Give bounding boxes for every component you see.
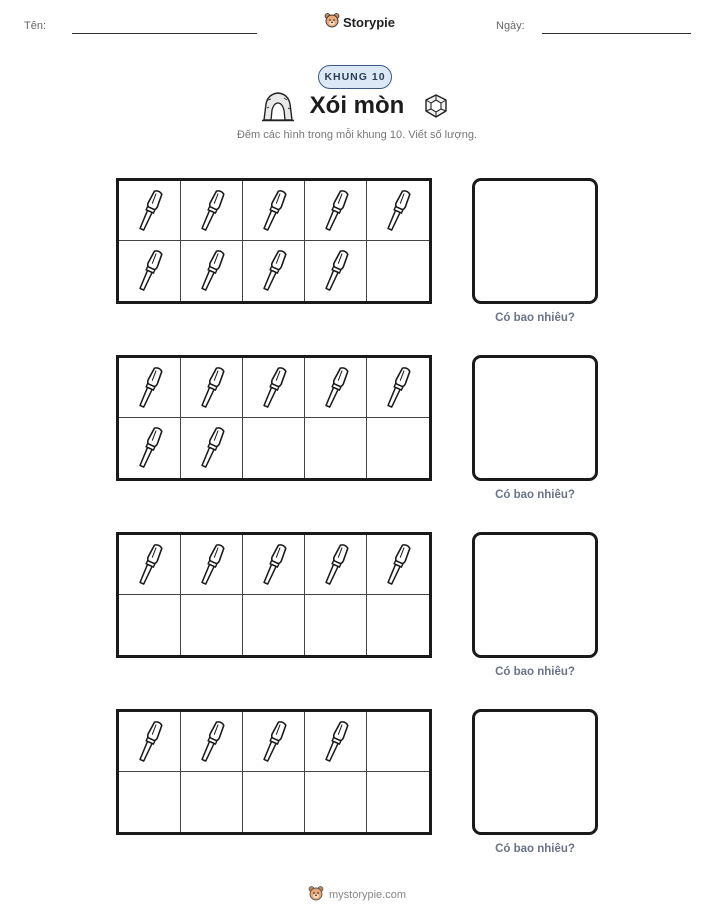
name-line[interactable] [72, 33, 257, 34]
chisel-icon [319, 248, 353, 294]
answer-box[interactable] [472, 709, 598, 835]
ten-frame-cell [243, 535, 305, 595]
footer [0, 885, 714, 904]
ten-frame-cell [119, 181, 181, 241]
ten-frame-cell [119, 358, 181, 418]
ten-frame-cell [243, 712, 305, 772]
ten-frame-cell [119, 595, 181, 655]
chisel-icon [133, 542, 167, 588]
ten-frame-cell [367, 595, 429, 655]
ten-frame-cell [367, 772, 429, 832]
ten-frame [116, 532, 432, 658]
ten-frame-cell [243, 358, 305, 418]
ten-frame-cell [367, 241, 429, 301]
chisel-icon [195, 365, 229, 411]
chisel-icon [133, 365, 167, 411]
instructions: Đếm các hình trong mỗi khung 10. Viết số lượng. [236, 129, 477, 141]
count-question: Có bao nhiêu? [495, 489, 575, 501]
ten-frame-cell [305, 535, 367, 595]
ten-frame-cell [305, 772, 367, 832]
ten-frame-cell [181, 241, 243, 301]
answer-box[interactable] [472, 355, 598, 481]
bear-mascot-icon [324, 12, 340, 33]
ten-frame-cell [119, 712, 181, 772]
gem-icon [423, 93, 449, 124]
ten-frame [116, 178, 432, 304]
count-question: Có bao nhiêu? [495, 843, 575, 855]
chisel-icon [381, 365, 415, 411]
chisel-icon [319, 719, 353, 765]
date-line[interactable] [542, 33, 691, 34]
chisel-icon [257, 365, 291, 411]
ten-frame-cell [119, 418, 181, 478]
ten-frame-cell [243, 181, 305, 241]
ten-frame-cell [181, 358, 243, 418]
ten-frame-cell [119, 241, 181, 301]
ten-frame-cell [305, 595, 367, 655]
chisel-icon [195, 248, 229, 294]
ten-frame-cell [181, 181, 243, 241]
ten-frame-cell [305, 418, 367, 478]
chisel-icon [257, 188, 291, 234]
frame-type-badge: KHUNG 10 [318, 65, 392, 89]
ten-frame-cell [181, 712, 243, 772]
chisel-icon [381, 188, 415, 234]
chisel-icon [195, 425, 229, 471]
answer-box[interactable] [472, 178, 598, 304]
brand-logo [324, 12, 395, 33]
chisel-icon [133, 248, 167, 294]
ten-frame-cell [119, 772, 181, 832]
ten-frame-cell [181, 772, 243, 832]
ten-frame-cell [243, 772, 305, 832]
brand-name: Storypie [343, 15, 396, 30]
chisel-icon [195, 542, 229, 588]
ten-frame-cell [243, 418, 305, 478]
chisel-icon [195, 719, 229, 765]
ten-frame-cell [305, 241, 367, 301]
ten-frame-cell [181, 595, 243, 655]
ten-frame-cell [367, 535, 429, 595]
ten-frame [116, 709, 432, 835]
count-question: Có bao nhiêu? [495, 666, 575, 678]
bear-mascot-icon [308, 885, 324, 904]
chisel-icon [195, 188, 229, 234]
chisel-icon [133, 188, 167, 234]
chisel-icon [319, 188, 353, 234]
title-row [0, 90, 714, 124]
ten-frame-cell [305, 712, 367, 772]
date-label: Ngày: [496, 20, 525, 32]
chisel-icon [133, 719, 167, 765]
ten-frame-cell [119, 535, 181, 595]
ten-frame-cell [305, 358, 367, 418]
chisel-icon [257, 719, 291, 765]
chisel-icon [381, 542, 415, 588]
name-label: Tên: [24, 20, 47, 32]
ten-frame [116, 355, 432, 481]
footer-site: mystorypie.com [328, 888, 407, 901]
ten-frame-cell [305, 181, 367, 241]
chisel-icon [319, 365, 353, 411]
chisel-icon [257, 542, 291, 588]
ten-frame-cell [181, 535, 243, 595]
ten-frame-cell [243, 595, 305, 655]
ten-frame-cell [243, 241, 305, 301]
answer-box[interactable] [472, 532, 598, 658]
chisel-icon [257, 248, 291, 294]
ten-frame-cell [181, 418, 243, 478]
ten-frame-cell [367, 358, 429, 418]
ten-frame-cell [367, 418, 429, 478]
chisel-icon [319, 542, 353, 588]
ten-frame-cell [367, 181, 429, 241]
count-question: Có bao nhiêu? [495, 312, 575, 324]
ten-frame-cell [367, 712, 429, 772]
chisel-icon [133, 425, 167, 471]
worksheet-title: Xói mòn [309, 92, 405, 119]
